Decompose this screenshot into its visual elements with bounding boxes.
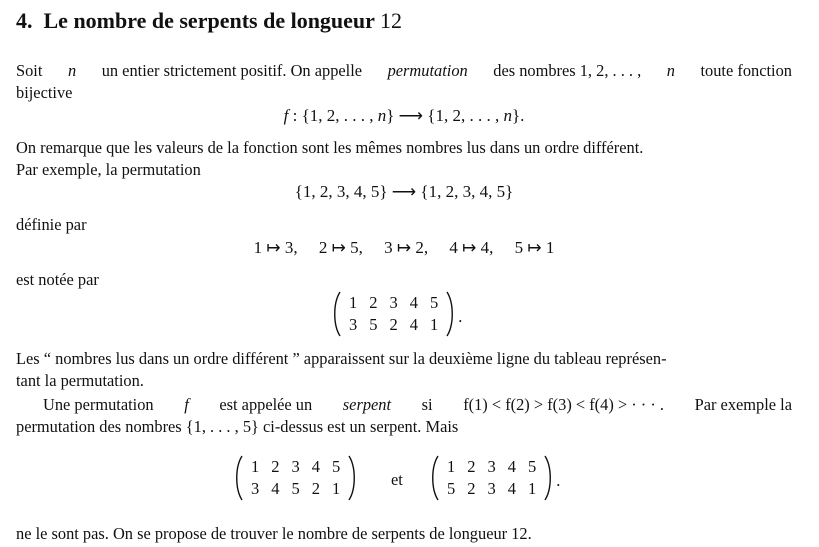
matrix-a-top-row: 1 2 3 4 5: [251, 457, 341, 476]
section-title-text: Le nombre de serpents de longueur: [43, 8, 375, 33]
equation-bijection: f : {1, 2, . . . , n} ⟶ {1, 2, . . . , n}.: [283, 106, 525, 125]
matrix-b-table: [441, 456, 542, 500]
matrix-a-table: [245, 456, 346, 500]
serpent-condition: f(1) < f(2) > f(3) < f(4) > · · · .: [463, 395, 664, 414]
matrix-main-bottom-row: 3 5 2 4 1: [349, 315, 439, 334]
section-title: [16, 8, 402, 34]
left-paren-icon: [430, 455, 439, 501]
matrix-main-top-row: 1 2 3 4 5: [349, 293, 439, 312]
paragraph-remark: On remarque que les valeurs de la fonction sont les mêmes nombres lus dans un ordre différent. Par exemple, la permutation: [16, 138, 644, 179]
conjunction-et: et: [391, 470, 403, 489]
left-paren-icon: [234, 455, 243, 501]
right-paren-icon: [446, 291, 455, 337]
matrix-b-top-row: 1 2 3 4 5: [447, 457, 537, 476]
matrix-counterexample-b: 1 2 3 4 5 5 2 3 4 1 .: [430, 455, 560, 501]
left-paren-icon: [332, 291, 341, 337]
matrix-counterexample-a: [234, 455, 357, 501]
term-permutation: permutation: [387, 61, 468, 80]
paragraph-notation: est notée par: [16, 270, 99, 289]
term-serpent: serpent: [342, 395, 392, 414]
paragraph-serpent-definition: Une permutation f est appelée un serpent si f(1) < f(2) > f(3) < f(4) > · · · . Par exemple la permutation des nombres {1, . . . , 5} ci-dessus est un serpent. Mais: [16, 395, 792, 436]
paragraph-second-row: Les “ nombres lus dans un ordre différent ” apparaissent sur la deuxième ligne du tableau représen- tant la permutation.: [16, 349, 667, 390]
matrix-b-bottom-row: 5 2 3 4 1: [447, 479, 537, 498]
section-number: 4.: [16, 8, 33, 33]
equation-mapping: 1 ↦ 3, 2 ↦ 5, 3 ↦ 2, 4 ↦ 4, 5 ↦ 1: [253, 238, 555, 257]
paragraph-definition: Soit n un entier strictement positif. On appelle permutation des nombres 1, 2, . . . , n toute fonction bijective: [16, 61, 792, 102]
right-paren-icon: [348, 455, 357, 501]
equation-set-map: {1, 2, 3, 4, 5} ⟶ {1, 2, 3, 4, 5}: [294, 182, 514, 201]
section-title-number: 12: [380, 8, 403, 33]
right-paren-icon: [544, 455, 553, 501]
paragraph-defined-by: définie par: [16, 215, 87, 234]
matrix-main-table: [343, 292, 444, 336]
matrix-main: 1 2 3 4 5 3 5 2 4 1 .: [332, 291, 462, 337]
paragraph-problem-statement: ne le sont pas. On se propose de trouver le nombre de serpents de longueur 12.: [16, 524, 532, 543]
matrix-a-bottom-row: 3 4 5 2 1: [251, 479, 341, 498]
